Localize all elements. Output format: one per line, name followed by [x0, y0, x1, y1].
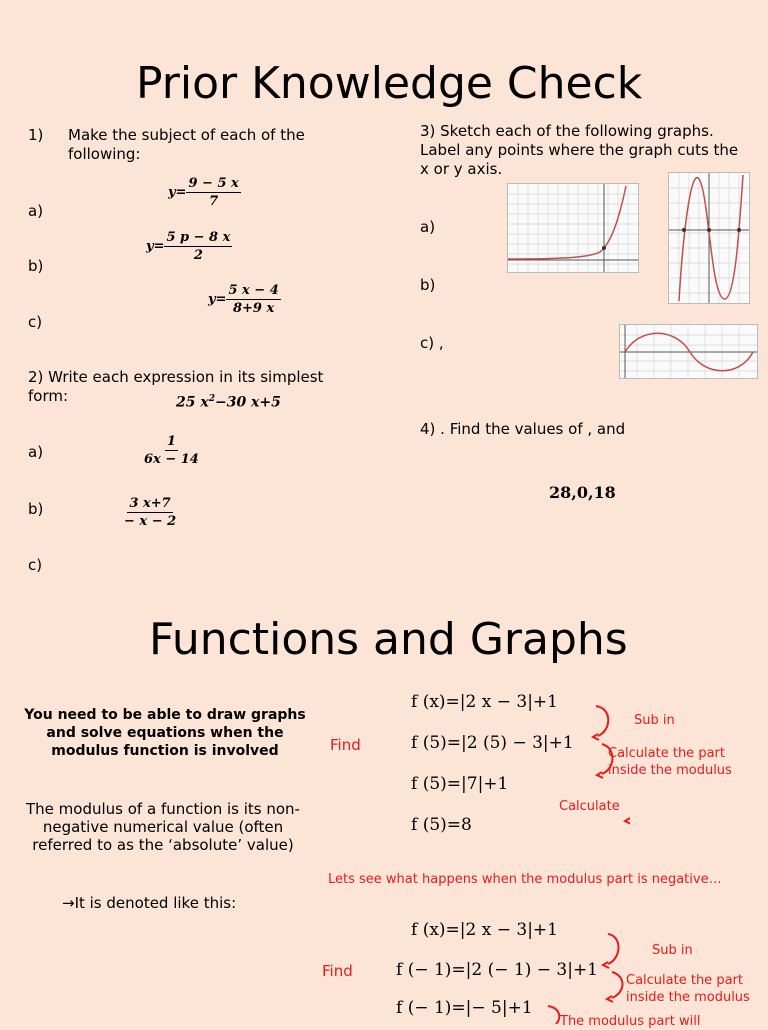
q2-text: 2) Write each expression in its simplest form:	[28, 368, 324, 405]
q4-values: 28,0,18	[549, 483, 616, 502]
q2-expression: 25 $x^2-30$ x+5	[176, 394, 281, 411]
q1c-label: c)	[28, 313, 43, 331]
note-calculate-part-2: Calculate the part inside the modulus	[626, 973, 750, 1005]
q2c-label: c)	[28, 556, 43, 574]
q3-text: 3) Sketch each of the following graphs. Label any points where the graph cuts the x or y axis.	[420, 122, 739, 178]
functions-graphs-title: Functions and Graphs	[149, 614, 628, 665]
prior-knowledge-title: Prior Knowledge Check	[136, 58, 643, 109]
q2a-label: a)	[28, 443, 44, 461]
note-modulus-partial: The modulus part will	[560, 1014, 701, 1029]
find-label-1: Find	[330, 736, 361, 754]
intro-text: You need to be able to draw graphs and solve equations when the modulus function is involved	[24, 707, 306, 759]
q4-text: 4) . Find the values of , and	[420, 420, 626, 438]
q3c-label: c) ,	[420, 334, 444, 352]
q3a-exponential-graph	[507, 183, 639, 273]
note-calculate-part: Calculate the part inside the modulus	[608, 746, 732, 778]
q3b-label: b)	[420, 276, 436, 294]
q1a-label: a)	[28, 202, 44, 220]
q1b-label: b)	[28, 257, 44, 275]
note-sub-in-2: Sub in	[652, 943, 693, 958]
q3c-sine-graph	[619, 324, 758, 379]
definition-text: The modulus of a function is its non-negative numerical value (often referred to as the ‘absolute’ value)	[26, 800, 300, 854]
denoted-text: →It is denoted like this:	[62, 894, 237, 912]
equation-f5-sub: f (5)=|2 (5) − 3|+1	[411, 733, 574, 753]
q2b-expression: $\frac{3 x+7}{- x - 2}$	[124, 496, 177, 529]
q1b-expression: y= $\frac{5 p - 8 x}{2}$	[146, 230, 231, 263]
equation-fx-2: f (x)=|2 x − 3|+1	[411, 920, 558, 940]
equation-f5-result: f (5)=8	[411, 815, 472, 835]
q2a-expression: $\frac{1}{6x - 14}$	[144, 434, 199, 467]
find-label-2: Find	[322, 962, 353, 980]
note-sub-in: Sub in	[634, 713, 675, 728]
q1a-expression: y= $\frac{9 - 5 x}{7}$	[168, 176, 239, 209]
equation-f5-modulus: f (5)=|7|+1	[411, 774, 509, 794]
q3a-label: a)	[420, 218, 436, 236]
equation-fminus1-modulus: f (− 1)=|− 5|+1	[396, 998, 533, 1018]
q3b-cubic-graph	[668, 172, 750, 304]
q2b-label: b)	[28, 500, 44, 518]
note-calculate: Calculate	[559, 799, 620, 814]
equation-fx: f (x)=|2 x − 3|+1	[411, 692, 558, 712]
equation-fminus1-sub: f (− 1)=|2 (− 1) − 3|+1	[396, 960, 598, 980]
q1-text: Make the subject of each of the following:	[68, 126, 305, 163]
q1c-expression: y= $\frac{5 x - 4}{8+9 x}$	[208, 283, 279, 316]
q1-number: 1)	[28, 126, 44, 144]
negative-note: Lets see what happens when the modulus part is negative…	[328, 872, 722, 887]
